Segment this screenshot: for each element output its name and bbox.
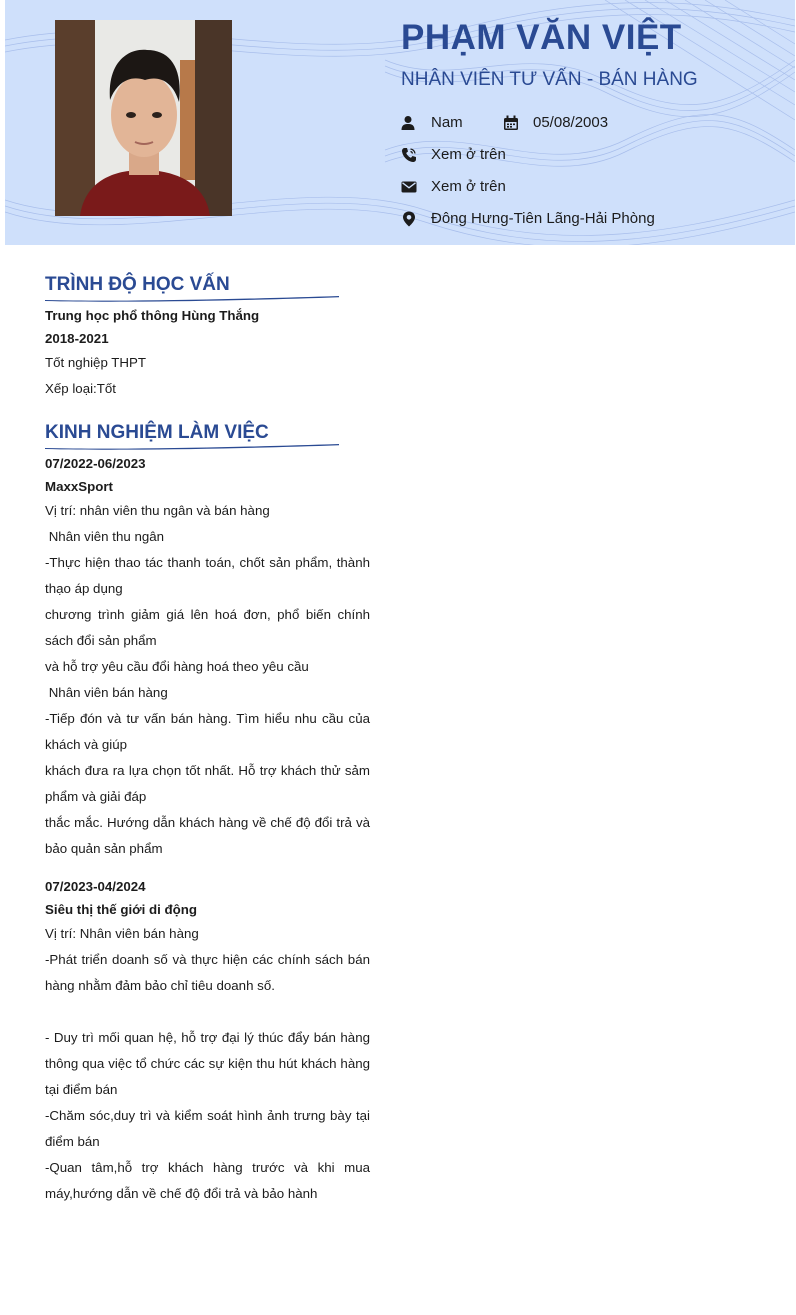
job-detail-line: Nhân viên bán hàng bbox=[45, 685, 168, 700]
location-pin-icon bbox=[401, 211, 417, 227]
user-icon bbox=[401, 115, 417, 131]
job-detail-line: -Quan tâm,hỗ trợ khách hàng trước và khi mua máy,hướng dẫn về chế độ đổi trả và bảo hành bbox=[45, 1160, 370, 1201]
job-detail-line: và hỗ trợ yêu cầu đổi hàng hoá theo yêu cầu bbox=[45, 659, 309, 674]
job-detail-line: - Duy trì mối quan hệ, hỗ trợ đại lý thúc đẩy bán hàng thông qua việc tổ chức các sự kiện thu hút khách hàng tại điểm bán bbox=[45, 1030, 370, 1097]
job-detail-line: -Phát triển doanh số và thực hiện các chính sách bán hàng nhằm đảm bảo chỉ tiêu doanh số. bbox=[45, 952, 370, 993]
job-detail-line: -Chăm sóc,duy trì và kiểm soát hình ảnh trưng bày tại điểm bán bbox=[45, 1108, 370, 1149]
job-detail-line: Vị trí: nhân viên thu ngân và bán hàng bbox=[45, 503, 270, 518]
job-detail-line: -Thực hiện thao tác thanh toán, chốt sản phẩm, thành thạo áp dụng bbox=[45, 555, 370, 596]
education-line: Xếp loại:Tốt bbox=[45, 381, 116, 396]
email-value: Xem ở trên bbox=[431, 178, 506, 195]
job-detail-line: thắc mắc. Hướng dẫn khách hàng về chế độ đổi trả và bảo quản sản phẩm bbox=[45, 815, 370, 856]
candidate-name: PHẠM VĂN VIỆT bbox=[401, 18, 682, 57]
phone-row bbox=[401, 146, 506, 163]
school-name: Trung học phổ thông Hùng Thắng bbox=[45, 308, 260, 323]
job-detail-line: chương trình giảm giá lên hoá đơn, phổ biến chính sách đổi sản phẩm bbox=[45, 607, 370, 648]
job-detail-line: Vị trí: Nhân viên bán hàng bbox=[45, 926, 199, 941]
education-line: Tốt nghiệp THPT bbox=[45, 355, 147, 370]
gender-value: Nam bbox=[431, 114, 463, 131]
experience-content bbox=[45, 452, 370, 1207]
experience-underline bbox=[45, 443, 339, 451]
phone-value: Xem ở trên bbox=[431, 146, 506, 163]
profile-header bbox=[5, 0, 795, 245]
phone-icon bbox=[401, 147, 417, 163]
job-detail-line: khách đưa ra lựa chọn tốt nhất. Hỗ trợ khách thử sảm phẩm và giải đáp bbox=[45, 763, 370, 804]
experience-heading: KINH NGHIỆM LÀM VIỆC bbox=[45, 422, 269, 443]
address-row bbox=[401, 210, 655, 227]
job-period: 07/2023-04/2024 bbox=[45, 879, 146, 894]
job-detail-line: -Tiếp đón và tư vấn bán hàng. Tìm hiểu nhu cầu của khách và giúp bbox=[45, 711, 370, 752]
job-company: MaxxSport bbox=[45, 479, 113, 494]
job-company: Siêu thị thế giới di động bbox=[45, 902, 198, 917]
blank-line bbox=[45, 999, 370, 1025]
profile-photo bbox=[55, 20, 232, 216]
address-value: Đông Hưng-Tiên Lãng-Hải Phòng bbox=[431, 210, 655, 227]
calendar-icon bbox=[503, 115, 519, 131]
job-period: 07/2022-06/2023 bbox=[45, 456, 146, 471]
job-title: NHÂN VIÊN TƯ VẤN - BÁN HÀNG bbox=[401, 69, 698, 90]
email-row bbox=[401, 178, 506, 195]
education-underline bbox=[45, 295, 339, 303]
envelope-icon bbox=[401, 179, 417, 195]
gender-row bbox=[401, 114, 463, 131]
education-content bbox=[45, 304, 370, 402]
education-heading: TRÌNH ĐỘ HỌC VẤN bbox=[45, 274, 230, 295]
education-period: 2018-2021 bbox=[45, 331, 109, 346]
job-detail-line: Nhân viên thu ngân bbox=[45, 529, 165, 544]
birthdate-row bbox=[503, 114, 608, 131]
birthdate-value: 05/08/2003 bbox=[533, 114, 609, 131]
